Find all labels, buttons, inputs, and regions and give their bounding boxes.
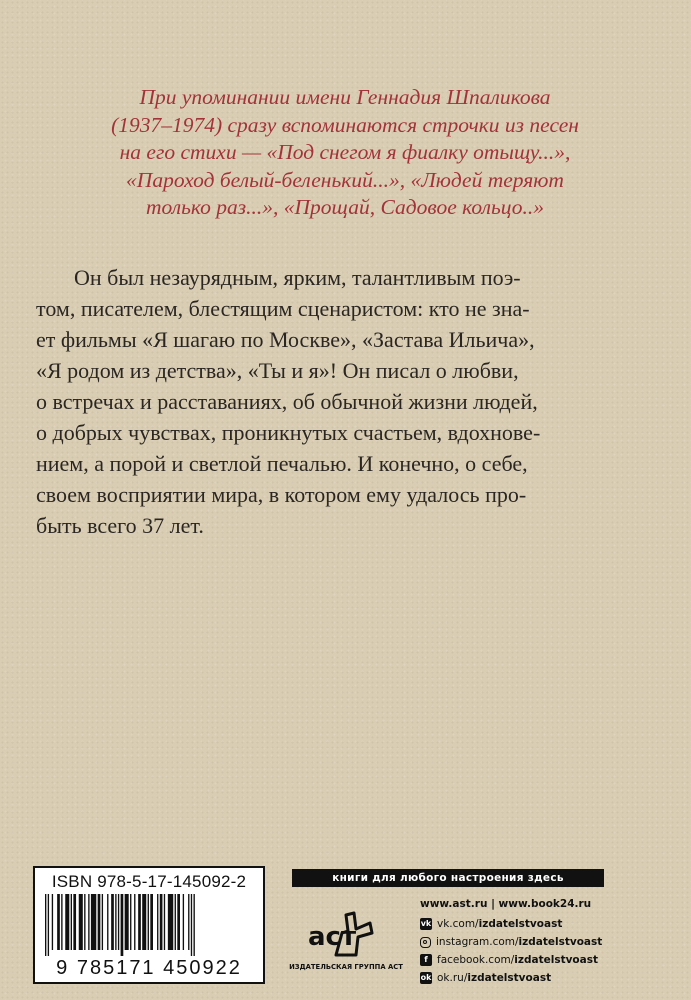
body-line: ет фильмы «Я шагаю по Москве», «Застава Ильича»,	[36, 327, 535, 352]
barcode-bar	[48, 894, 49, 956]
barcode-bar	[164, 894, 165, 950]
barcode-bar	[168, 894, 173, 950]
facebook-icon: f	[420, 954, 432, 966]
intro-line: При упоминании имени Геннадия Шпаликова	[139, 85, 551, 109]
vk-icon: vk	[420, 919, 432, 928]
barcode-bar	[142, 894, 146, 950]
publisher-group-name: ИЗДАТЕЛЬСКАЯ ГРУППА АСТ	[289, 963, 403, 971]
barcode-bar	[150, 894, 153, 950]
barcode-bar	[79, 894, 83, 950]
barcode-bar	[177, 894, 180, 950]
description-paragraph	[36, 262, 660, 541]
barcode-bar	[194, 894, 195, 956]
barcode-bar	[121, 894, 124, 956]
odnoklassniki-icon: ok	[420, 973, 432, 982]
social-link-instagram[interactable]	[420, 933, 602, 951]
barcode-bar	[188, 894, 189, 950]
publisher-websites[interactable]: www.ast.ru | www.book24.ru	[420, 898, 592, 910]
intro-line: на его стихи — «Под снегом я фиалку отыщу...»,	[119, 140, 571, 164]
barcode-bar	[102, 894, 103, 950]
barcode	[33, 866, 265, 984]
barcode-bar	[138, 894, 141, 950]
publisher-tagline: книги для любого настроения здесь	[292, 869, 604, 887]
body-line: нием, а порой и светлой печалью. И конечно, о себе,	[36, 451, 528, 476]
isbn-label: ISBN 978-5-17-145092-2	[51, 872, 247, 891]
barcode-bar	[191, 894, 192, 956]
social-handle: izdatelstvoast	[467, 972, 552, 984]
barcode-bar	[52, 894, 53, 950]
social-links	[420, 915, 602, 987]
barcode-bar	[65, 894, 69, 950]
instagram-icon	[420, 937, 431, 948]
barcode-bar	[118, 894, 119, 950]
barcode-bar	[125, 894, 129, 950]
barcode-bar	[160, 894, 163, 950]
social-handle: izdatelstvoast	[518, 936, 603, 948]
social-link-facebook[interactable]	[420, 951, 602, 969]
body-line: о добрых чувствах, проникнутых счастьем, вдохнове-	[36, 420, 541, 445]
barcode-bar	[111, 894, 114, 950]
barcode-bar	[115, 894, 116, 950]
social-prefix: vk.com/	[437, 918, 479, 930]
barcode-bar	[71, 894, 72, 950]
barcode-bar	[61, 894, 62, 950]
body-line: о встречах и расставаниях, об обычной жизни людей,	[36, 389, 538, 414]
intro-line: (1937–1974) сразу вспоминаются строчки из песен	[111, 112, 579, 137]
barcode-bar	[148, 894, 149, 950]
ast-logo	[296, 893, 400, 961]
intro-quote	[60, 84, 630, 222]
barcode-bar	[107, 894, 108, 950]
body-line: том, писателем, блестящим сценаристом: кто не зна-	[36, 296, 530, 321]
barcode-bar	[134, 894, 135, 950]
social-link-vk[interactable]	[420, 915, 602, 933]
body-line: «Я родом из детства», «Ты и я»! Он писал о любви,	[36, 358, 519, 383]
social-prefix: facebook.com/	[437, 954, 515, 966]
barcode-bar	[183, 894, 184, 950]
barcode-bars	[43, 894, 257, 956]
barcode-bar	[57, 894, 60, 950]
barcode-bar	[157, 894, 158, 950]
barcode-bar	[130, 894, 131, 950]
social-handle: izdatelstvoast	[514, 954, 598, 966]
barcode-bar	[84, 894, 85, 950]
social-prefix: instagram.com/	[436, 936, 519, 948]
body-line: быть всего 37 лет.	[36, 513, 204, 538]
social-handle: izdatelstvoast	[478, 918, 563, 930]
barcode-bar	[175, 894, 176, 950]
body-line: Он был незаурядным, ярким, талантливым поэ-	[74, 265, 521, 290]
barcode-bar	[45, 894, 46, 956]
barcode-bar	[73, 894, 76, 950]
barcode-digits: 9 785171 450922	[56, 957, 242, 979]
barcode-bar	[91, 894, 96, 950]
intro-line: «Пароход белый-беленький...», «Людей теряют	[126, 167, 564, 192]
intro-line: только раз...», «Прощай, Садовое кольцо..»	[145, 195, 545, 219]
social-link-odnoklassniki[interactable]	[420, 969, 602, 987]
logo-text: аст	[308, 922, 357, 952]
social-prefix: ok.ru/	[437, 972, 468, 984]
body-line: своем восприятии мира, в котором ему удалось про-	[36, 482, 527, 507]
barcode-bar	[88, 894, 89, 950]
barcode-bar	[98, 894, 101, 950]
